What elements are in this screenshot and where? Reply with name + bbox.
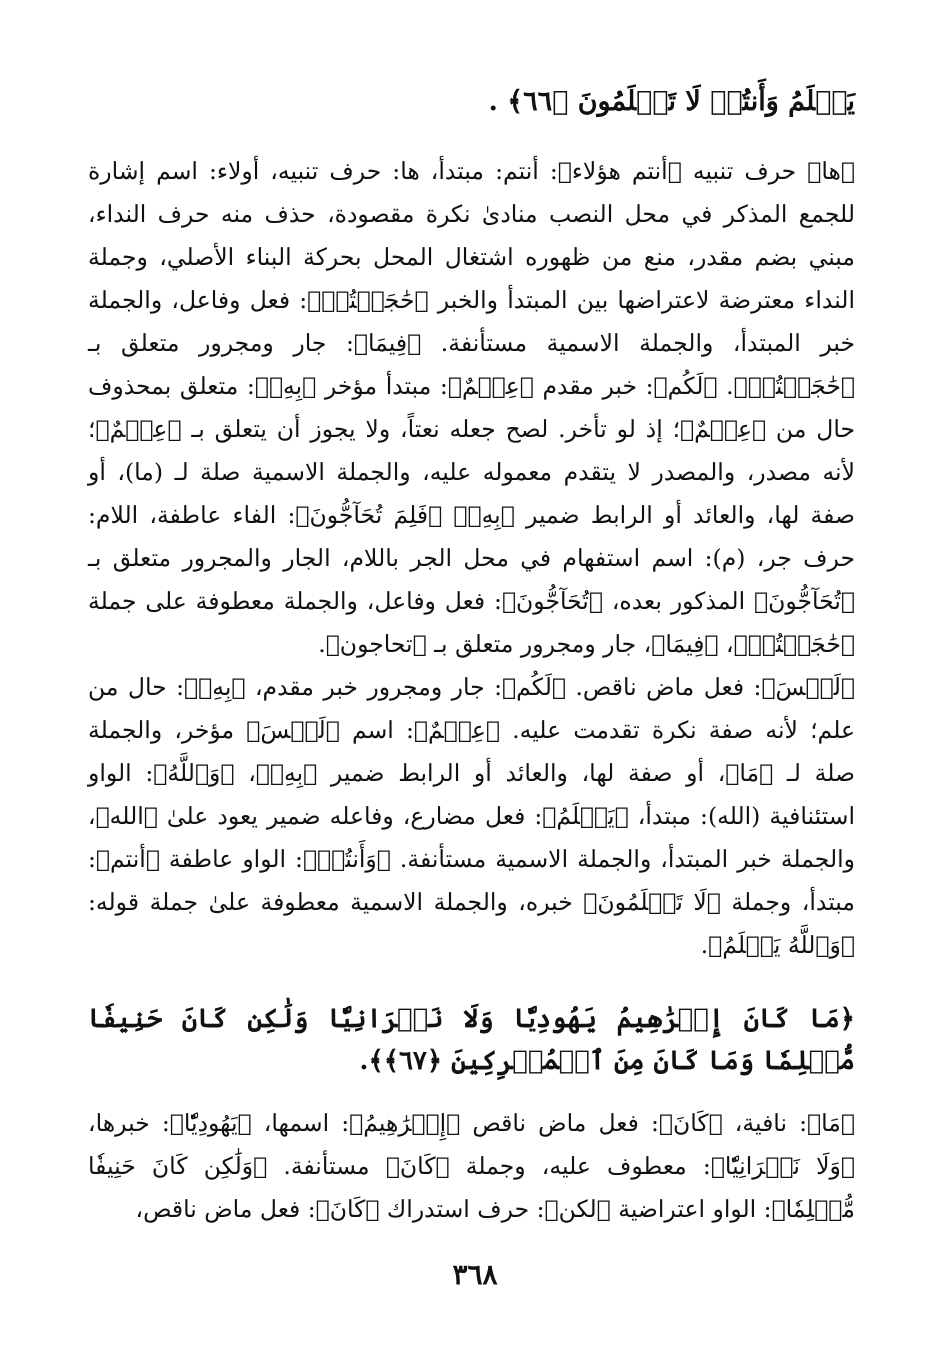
analysis-paragraph: ﴿لَيۡسَ﴾: فعل ماض ناقص. ﴿لَكُم﴾: جار ومجرور خبر مقدم، ﴿بِهِۦ﴾: حال من علم؛ لأنه صفة نكرة تقدمت عليه. ﴿عِلۡمٌ﴾: اسم ﴿لَيۡسَ﴾ مؤخر، والجملة صلة لـ ﴿مَا﴾، أو صفة لها، والعائد أو الرابط ضمير ﴿بِهِۦ﴾، ﴿وَٱللَّهُ﴾: الواو استئنافية (الله): مبتدأ، ﴿يَعۡلَمُ﴾: فعل مضارع، وفاعله ضمير يعود علىٰ ﴿الله﴾، والجملة خبر المبتدأ، والجملة الاسمية مستأنفة. ﴿وَأَنتُمۡ﴾: الواو عاطفة ﴿أنتم﴾: مبتدأ، وجملة ﴿لَا تَعۡلَمُونَ﴾ خبره، والجملة الاسمية معطوفة علىٰ جملة قوله: ﴿وَٱللَّهُ يَعۡلَمُ﴾.	[88, 673, 855, 959]
quran-verse-continuation: يَعۡلَمُ وَأَنتُمۡ لَا تَعۡلَمُونَ ﴿٦٦﴾ .	[488, 86, 855, 117]
grammatical-analysis-verse-67	[88, 1102, 855, 1231]
page-number: ٣٦٨	[452, 1258, 498, 1291]
analysis-paragraph: ﴿ها﴾ حرف تنبيه ﴿أنتم هؤلاء﴾: أنتم: مبتدأ، ها: حرف تنبيه، أولاء: اسم إشارة للجمع المذكر في محل النصب منادىٰ نكرة مقصودة، حذف منه حرف النداء، مبني بضم مقدر، منع من ظهوره اشتغال المحل بحركة البناء الأصلي، وجملة النداء معترضة لاعتراضها بين المبتدأ والخبر ﴿حَٰجَجۡتُمۡ﴾: فعل وفاعل، والجملة خبر المبتدأ، والجملة الاسمية مستأنفة. ﴿فِيمَا﴾: جار ومجرور متعلق بـ ﴿حَٰجَجۡتُمۡ﴾. ﴿لَكُم﴾: خبر مقدم ﴿عِلۡمٌ﴾: مبتدأ مؤخر ﴿بِهِۦ﴾: متعلق بمحذوف حال من ﴿عِلۡمٌ﴾؛ إذ لو تأخر. لصح جعله نعتاً، ولا يجوز أن يتعلق بـ ﴿عِلۡمٌ﴾؛ لأنه مصدر، والمصدر لا يتقدم معموله عليه، والجملة الاسمية صلة لـ (ما)، أو صفة لها، والعائد أو الرابط ضمير ﴿بِهِۦ﴾ ﴿فَلِمَ تُحَآجُّونَ﴾: الفاء عاطفة، اللام: حرف جر، (م): اسم استفهام في محل الجر باللام، الجار والمجرور متعلق بـ ﴿تُحَآجُّونَ﴾ المذكور بعده، ﴿تُحَآجُّونَ﴾: فعل وفاعل، والجملة معطوفة على جملة ﴿حَٰجَجۡتُمۡ﴾، ﴿فِيمَا﴾، جار ومجرور متعلق بـ ﴿تحاجون﴾.	[88, 157, 855, 658]
analysis-paragraph: ﴿مَا﴾: نافية، ﴿كَانَ﴾: فعل ماض ناقص ﴿إِبۡرَٰهِيمُ﴾: اسمها، ﴿يَهُودِيّٗا﴾: خبرها، ﴿وَلَا نَصۡرَانِيّٗا﴾: معطوف عليه، وجملة ﴿كَانَ﴾ مستأنفة. ﴿وَلَٰكِن كَانَ حَنِيفٗا مُّسۡلِمٗا﴾: الواو اعتراضية ﴿لكن﴾: حرف استدراك ﴿كَانَ﴾: فعل ماض ناقص،	[88, 1109, 855, 1223]
quran-verse-67: ﴿مَا كَانَ إِبۡرَٰهِيمُ يَهُودِيّٗا وَلَا نَصۡرَانِيّٗا وَلَٰكِن كَانَ حَنِيفٗا مُّسۡلِمٗا وَمَا كَانَ مِنَ ٱلۡمُشۡرِكِينَ ﴿٦٧﴾﴾.	[88, 1004, 855, 1076]
grammatical-analysis-verse-66	[88, 150, 855, 967]
